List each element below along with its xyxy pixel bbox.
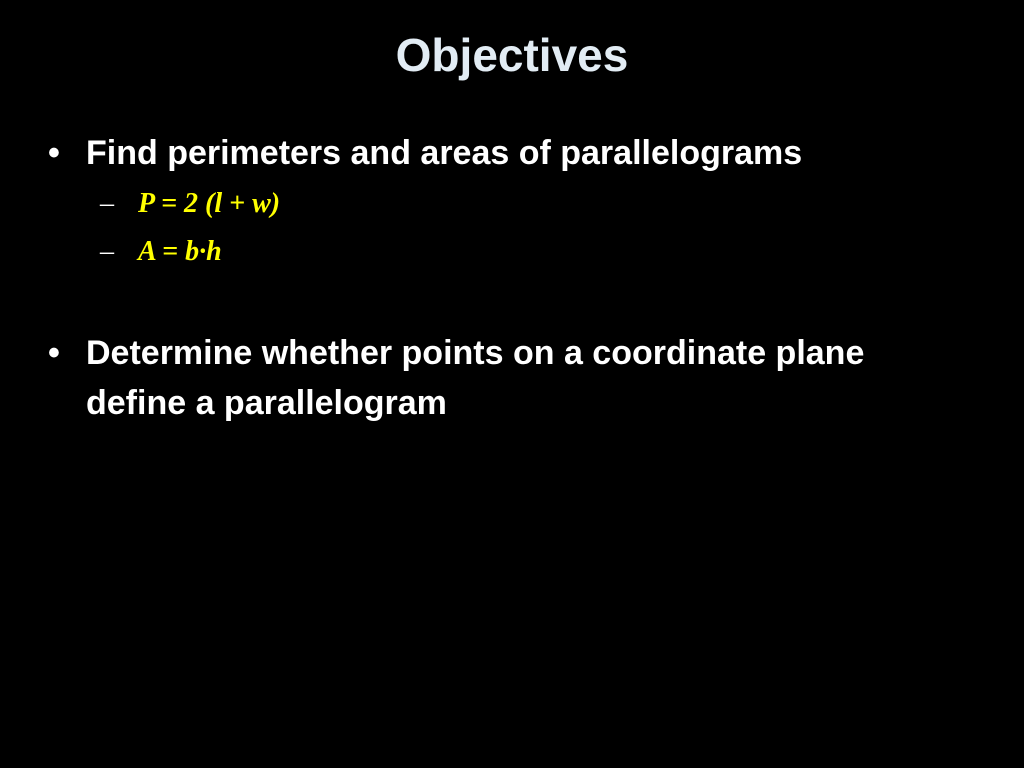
slide-title: Objectives [395, 29, 629, 81]
formula-list [86, 180, 944, 276]
bullet-list [44, 128, 944, 428]
bullet-marker: • [48, 134, 60, 172]
sub-bullet-marker: – [100, 188, 114, 219]
bullet-marker: • [48, 334, 60, 372]
bullet-text: Find perimeters and areas of parallelograms [86, 134, 803, 172]
bullet-item-coordinate-plane [44, 328, 944, 428]
perimeter-formula: P = 2 (l + w) [138, 188, 281, 219]
area-formula: A = b·h [138, 236, 222, 267]
formula-item-area [96, 228, 944, 276]
formula-item-perimeter [96, 180, 944, 228]
bullet-text: Determine whether points on a coordinate plane define a parallelogram [86, 334, 865, 422]
sub-bullet-marker: – [100, 236, 114, 267]
bullet-item-perimeters-areas [44, 128, 944, 276]
bullet-spacer [44, 276, 944, 328]
